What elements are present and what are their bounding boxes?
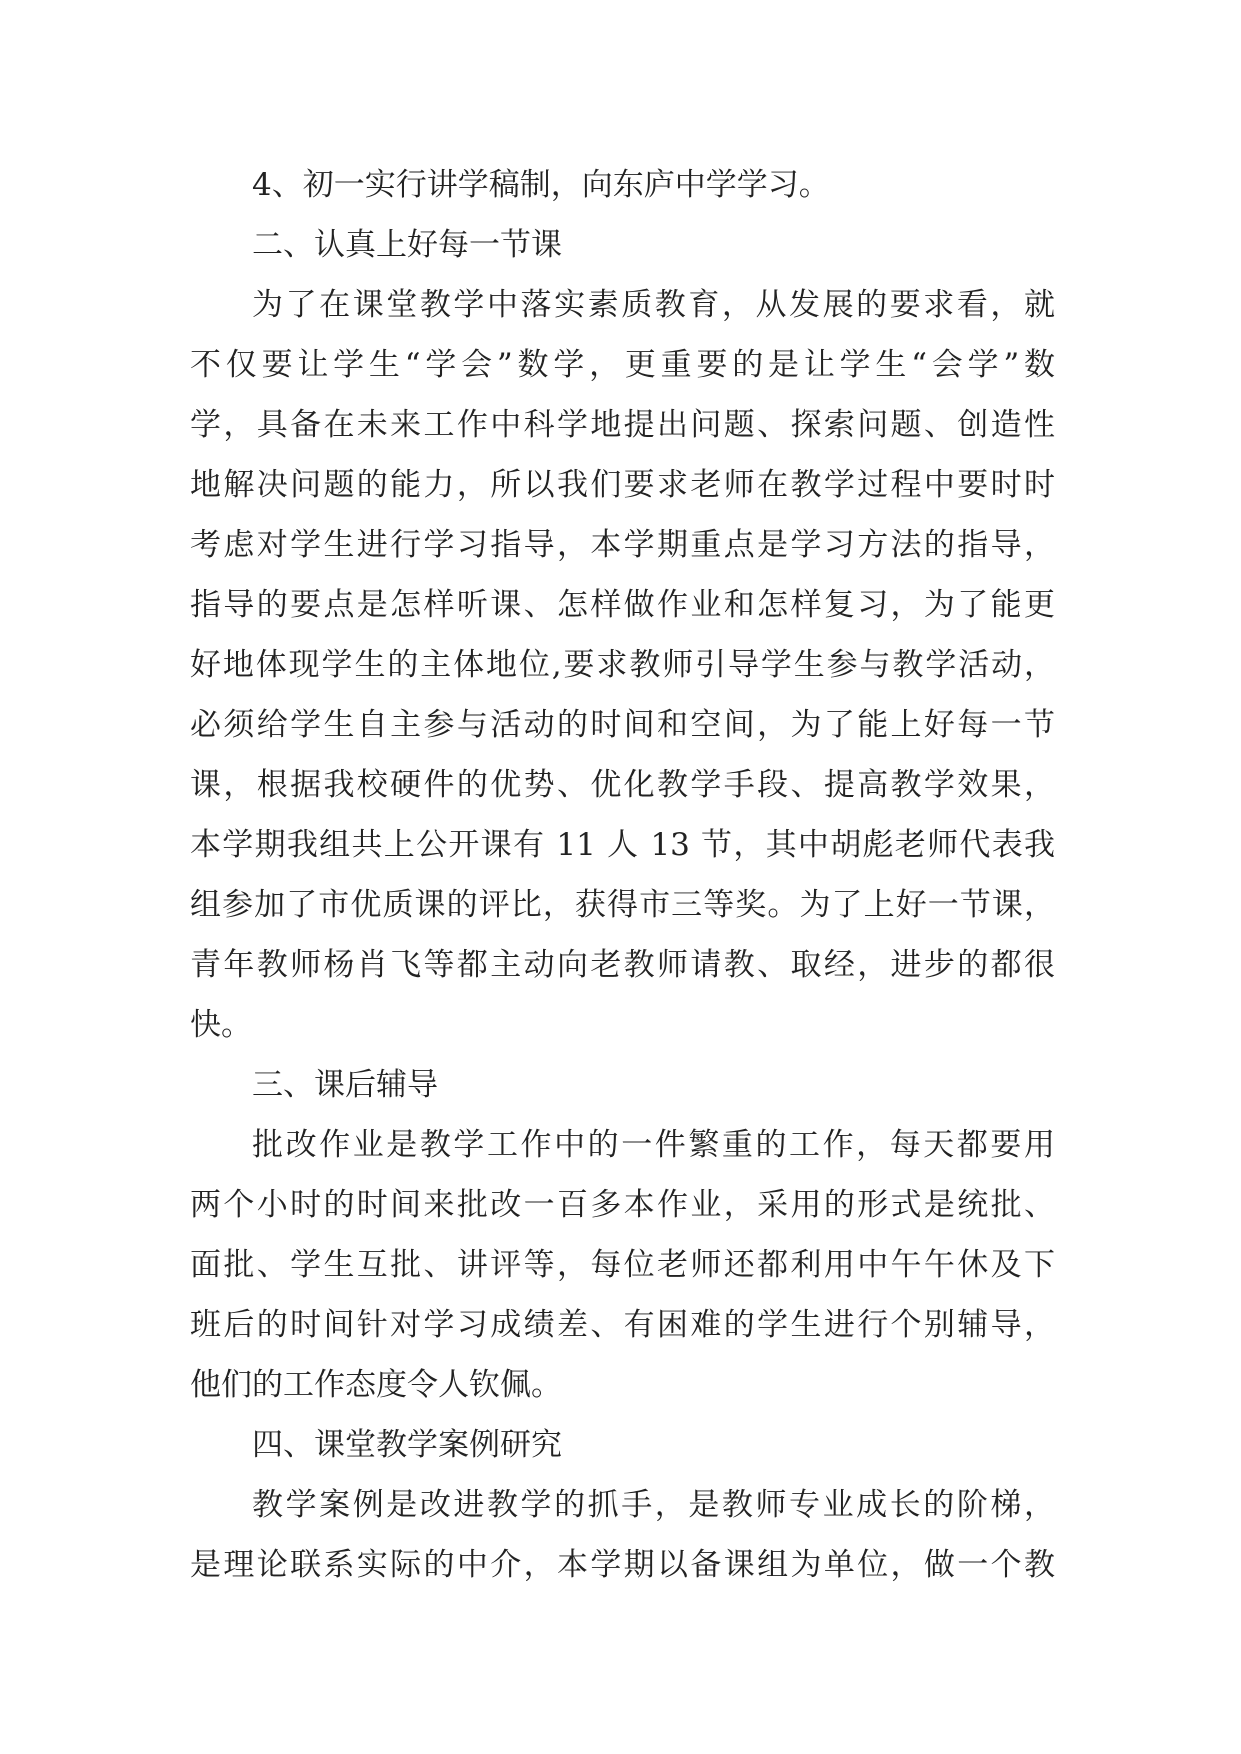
paragraph-line: 快。 xyxy=(190,1007,252,1043)
paragraph-line: 是理论联系实际的中介，本学期以备课组为单位，做一个教 xyxy=(190,1547,1055,1583)
paragraph-line: 好地体现学生的主体地位,要求教师引导学生参与教学活动， xyxy=(190,647,1055,683)
paragraph-line: 为了在课堂教学中落实素质教育，从发展的要求看，就 xyxy=(252,287,1055,323)
section-2-paragraph xyxy=(190,275,1055,1055)
paragraph-line: 组参加了市优质课的评比，获得市三等奖。为了上好一节课， xyxy=(190,887,1055,923)
section-2-heading: 二、认真上好每一节课 xyxy=(252,227,562,263)
section-4-paragraph xyxy=(190,1475,1055,1595)
paragraph-line: 学，具备在未来工作中科学地提出问题、探索问题、创造性 xyxy=(190,407,1055,443)
paragraph-line: 班后的时间针对学习成绩差、有困难的学生进行个别辅导， xyxy=(190,1307,1055,1343)
paragraph-line: 面批、学生互批、讲评等，每位老师还都利用中午午休及下 xyxy=(190,1247,1055,1283)
paragraph-line: 地解决问题的能力，所以我们要求老师在教学过程中要时时 xyxy=(190,467,1055,503)
paragraph-line: 指导的要点是怎样听课、怎样做作业和怎样复习，为了能更 xyxy=(190,587,1055,623)
item-4-line: 4、初一实行讲学稿制，向东庐中学学习。 xyxy=(252,167,830,203)
paragraph-line: 不仅要让学生“学会”数学，更重要的是让学生“会学”数 xyxy=(190,347,1055,383)
paragraph-line: 批改作业是教学工作中的一件繁重的工作，每天都要用 xyxy=(252,1127,1055,1163)
section-3-heading: 三、课后辅导 xyxy=(252,1067,438,1103)
paragraph-line: 考虑对学生进行学习指导，本学期重点是学习方法的指导， xyxy=(190,527,1055,563)
paragraph-line: 课，根据我校硬件的优势、优化教学手段、提高教学效果， xyxy=(190,767,1055,803)
paragraph-line: 教学案例是改进教学的抓手，是教师专业成长的阶梯， xyxy=(252,1487,1055,1523)
section-4-heading: 四、课堂教学案例研究 xyxy=(252,1427,562,1463)
paragraph-line: 青年教师杨肖飞等都主动向老教师请教、取经，进步的都很 xyxy=(190,947,1055,983)
paragraph-line: 两个小时的时间来批改一百多本作业，采用的形式是统批、 xyxy=(190,1187,1055,1223)
paragraph-line: 必须给学生自主参与活动的时间和空间，为了能上好每一节 xyxy=(190,707,1055,743)
paragraph-line: 他们的工作态度令人钦佩。 xyxy=(190,1367,562,1403)
paragraph-line: 本学期我组共上公开课有 11 人 13 节，其中胡彪老师代表我 xyxy=(190,827,1055,863)
document-page xyxy=(190,155,1055,1595)
section-3-paragraph xyxy=(190,1115,1055,1415)
